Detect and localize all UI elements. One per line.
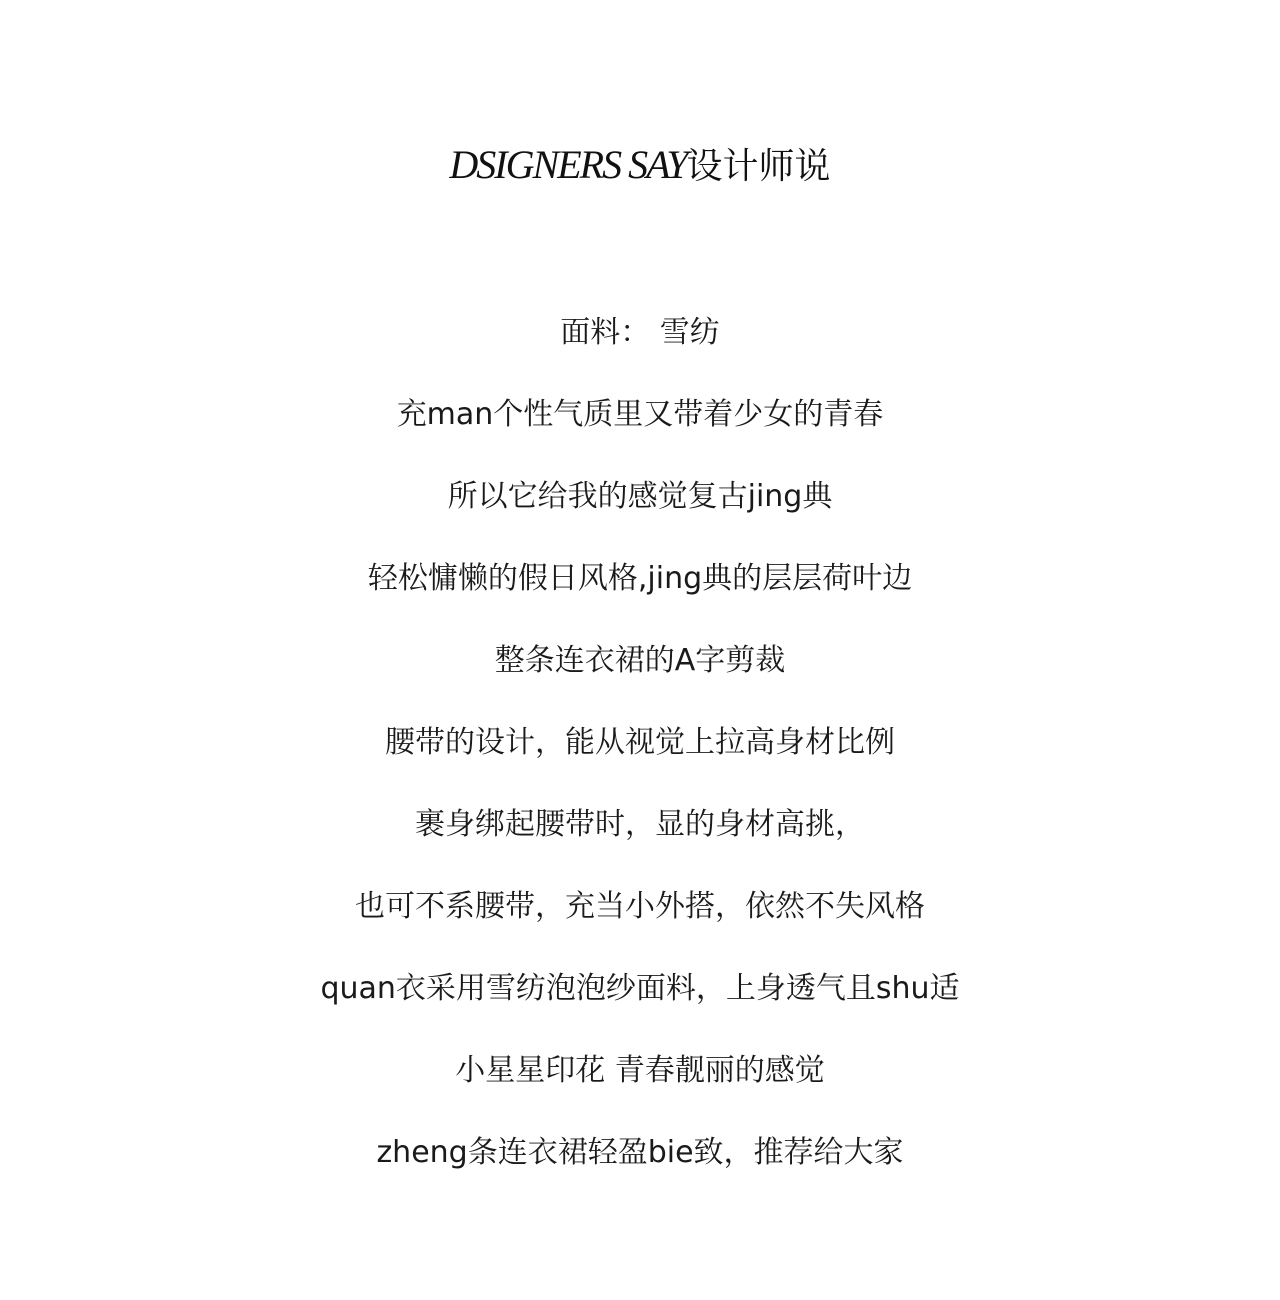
- description-line: 整条连衣裙的A字剪裁: [494, 643, 786, 678]
- description-line: zheng条连衣裙轻盈bie致，推荐给大家: [376, 1135, 904, 1170]
- description-line: 充man个性气质里又带着少女的青春: [396, 397, 884, 432]
- description-line: 轻松慵懒的假日风格,jing典的层层荷叶边: [367, 561, 913, 596]
- fabric-line: 面料： 雪纺: [560, 315, 720, 350]
- description-line: quan衣采用雪纺泡泡纱面料，上身透气且shu适: [320, 971, 960, 1006]
- description-text: [0, 308, 1280, 1210]
- description-line: 也可不系腰带，充当小外搭，依然不失风格: [355, 889, 925, 924]
- heading-chinese: 设计师说: [686, 146, 831, 187]
- description-line: 腰带的设计，能从视觉上拉高身材比例: [385, 725, 895, 760]
- section-heading: [0, 138, 1280, 189]
- description-line: 裹身绑起腰带时，显的身材高挑，: [415, 807, 865, 842]
- heading-english: DSIGNERS SAY: [449, 142, 687, 187]
- description-line: 所以它给我的感觉复古jing典: [447, 479, 833, 514]
- description-line: 小星星印花 青春靓丽的感觉: [455, 1053, 825, 1088]
